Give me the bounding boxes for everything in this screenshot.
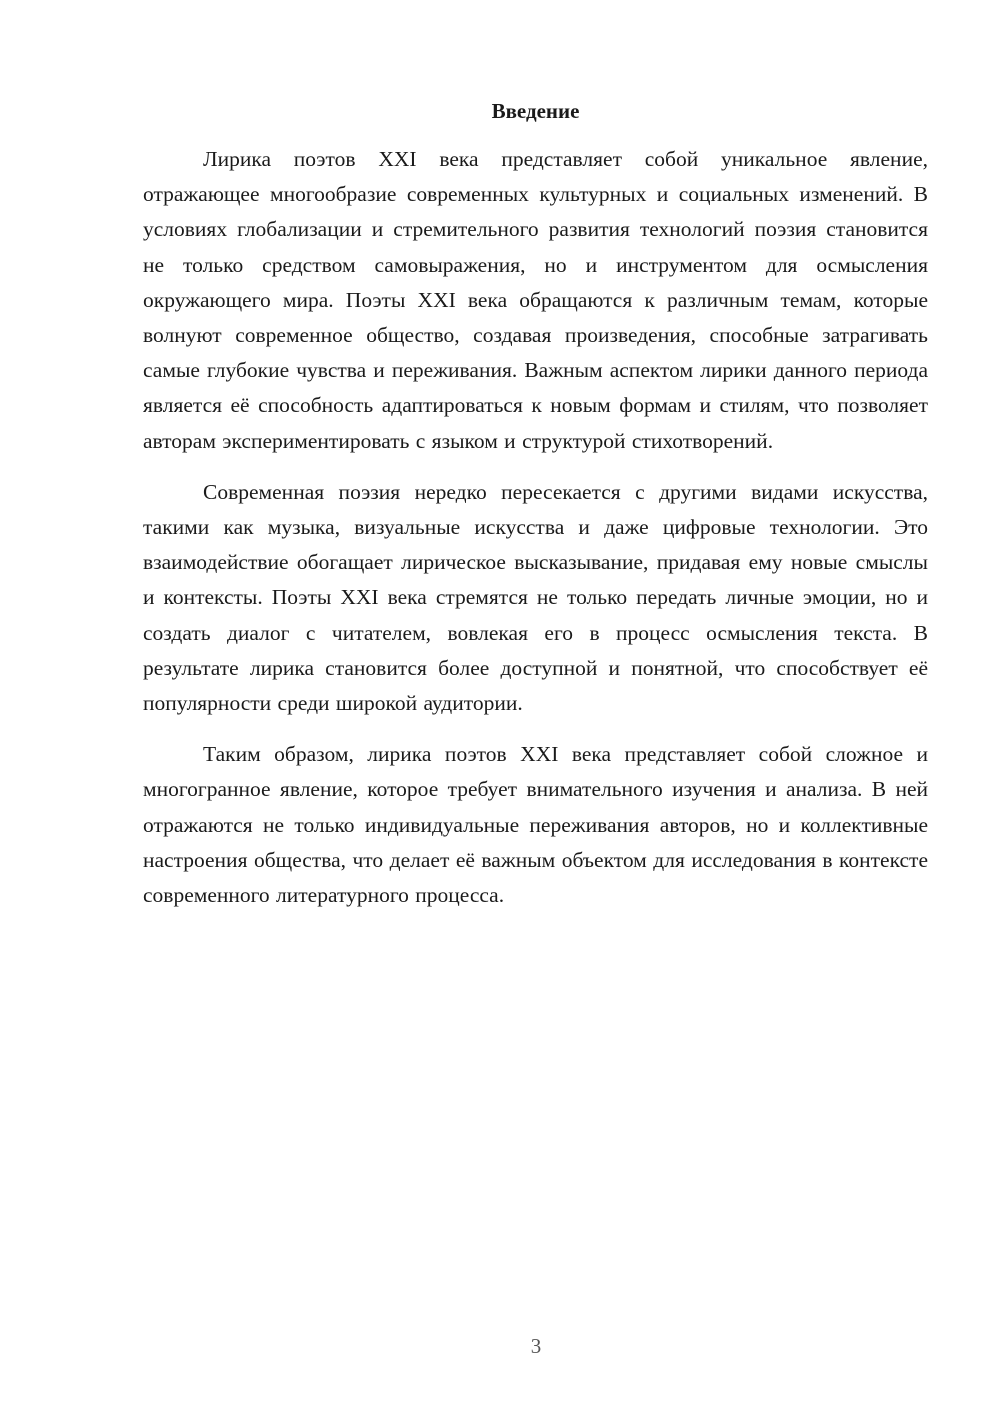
body-text: [143, 142, 928, 929]
section-title: Введение: [491, 99, 580, 123]
page-number: 3: [530, 1334, 542, 1358]
paragraph-1: Лирика поэтов XXI века представляет собой уникальное явление, отражающее многообразие современных культурных и социальных изменений. В условиях глобализации и стремительного развития технологий поэзия становится не только средством самовыражения, но и инструментом для осмысления окружающего мира. Поэты XXI века обращаются к различным темам, которые волнуют современное общество, создавая произведения, способные затрагивать самые глубокие чувства и переживания. Важным аспектом лирики данного периода является её способность адаптироваться к новым формам и стилям, что позволяет авторам экспериментировать с языком и структурой стихотворений.: [143, 147, 928, 453]
paragraph-3: Таким образом, лирика поэтов XXI века представляет собой сложное и многогранное явление, которое требует внимательного изучения и анализа. В ней отражаются не только индивидуальные переживания авторов, но и коллективные настроения общества, что делает её важным объектом для исследования в контексте современного литературного процесса.: [143, 742, 928, 908]
paragraph-2: Современная поэзия нередко пересекается с другими видами искусства, такими как музыка, визуальные искусства и даже цифровые технологии. Это взаимодействие обогащает лирическое высказывание, придавая ему новые смыслы и контексты. Поэты XXI века стремятся не только передать личные эмоции, но и создать диалог с читателем, вовлекая его в процесс осмысления текста. В результате лирика становится более доступной и понятной, что способствует её популярности среди широкой аудитории.: [143, 479, 928, 716]
